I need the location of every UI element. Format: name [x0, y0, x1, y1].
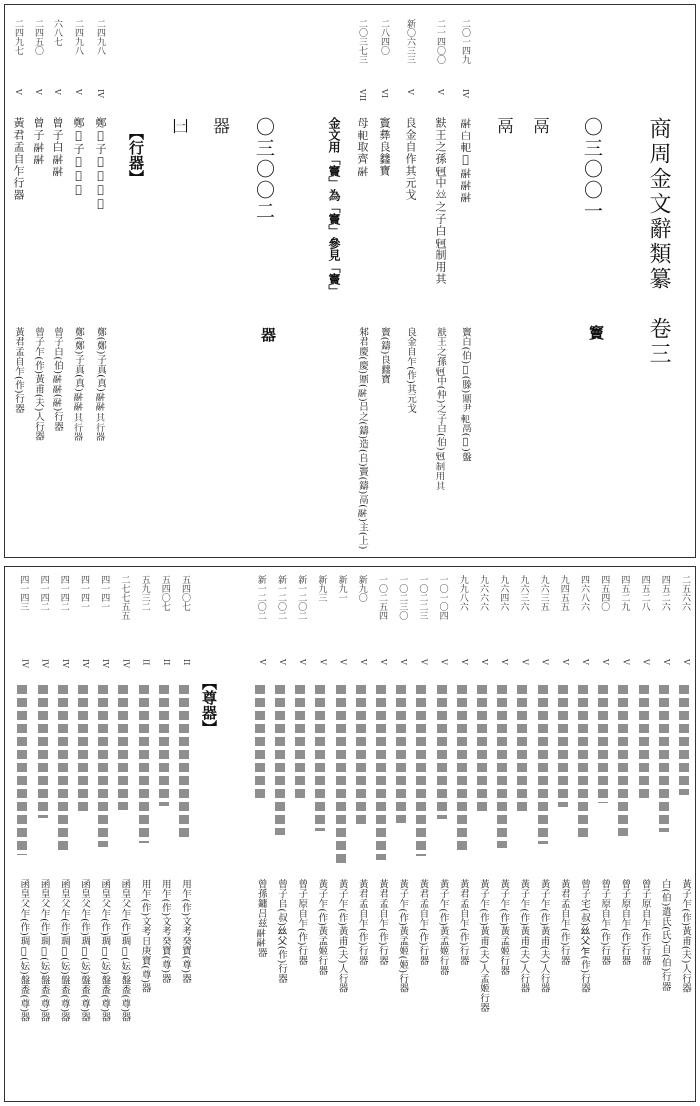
volume-numeral: V — [601, 659, 611, 665]
citation-number: 一〇一〇四 — [437, 575, 448, 620]
inscription-reading: 函皇父乍(作)琱𡚬(妘)盤盉(尊)器 — [99, 879, 111, 1023]
citation-number: 九六三六 — [518, 575, 529, 611]
entry-char: 竇 — [587, 325, 605, 340]
citation-number: 四一四一 — [79, 575, 89, 611]
inscription-transcript: 曾子白𩰫𩰫 — [51, 117, 64, 177]
citation-number: 二四九七 — [13, 19, 23, 55]
volume-numeral: IV — [461, 89, 470, 98]
inscription-glyph-strip — [578, 685, 588, 840]
volume-numeral: V — [480, 659, 489, 665]
inscription-glyph-strip — [659, 685, 669, 832]
volume-numeral: V — [399, 659, 409, 665]
inscription-transcript: 㝬王之孫𣄰中𢆶之子白𣄰制用其 — [434, 117, 447, 285]
inscription-reading: 曾子原自乍(作)行器 — [296, 879, 308, 966]
inscription-reading: 黃君孟自乍(作)行器 — [377, 879, 388, 966]
citation-number: 二四九八 — [95, 19, 105, 55]
inscription-glyph-strip — [336, 685, 346, 864]
citation-number: 四一四二 — [58, 575, 69, 611]
citation-number: 五九三二 — [139, 575, 150, 611]
citation-number: 四五二九 — [619, 575, 630, 611]
volume-numeral: IV — [101, 659, 111, 668]
inscription-transcript: 鄭𡧊子𤬪𩰫𩰫𩰫 — [94, 117, 107, 211]
volume-numeral: V — [53, 89, 62, 95]
inscription-glyph-strip — [98, 685, 108, 847]
inscription-reading: 曾子原自乍(作)行器 — [639, 879, 651, 966]
inscription-reading: 白(伯)遣氏(氏)自(伯)行器 — [659, 879, 671, 992]
volume-numeral: V — [540, 659, 550, 665]
inscription-reading: 竇白(伯)𨍺(滕)鼏尹𨊠鬲(𡴃)盤 — [460, 327, 471, 462]
inscription-reading: 曾子乍(作)黃甫(夫)人行器 — [33, 327, 44, 442]
inscription-glyph-strip — [38, 685, 48, 818]
volume-numeral: IV — [60, 659, 70, 668]
citation-number: 新九〇 — [356, 575, 367, 602]
volume-numeral: V — [459, 659, 469, 665]
inscription-reading: 函皇父乍(作)琱𡚬(妘)盤盉(尊)器 — [58, 879, 70, 1023]
inscription-reading: 黃子乍(作)黃甫(夫)人行器 — [680, 879, 691, 994]
citation-number: 四五四〇 — [599, 575, 610, 611]
inscription-reading: 黃君孟自乍(作)行器 — [558, 879, 570, 966]
inscription-reading: 曾子宅(叔)𢆶父乍(作)行器 — [579, 879, 590, 994]
inscription-reading: 良金自乍(作)其元戈 — [405, 327, 416, 414]
inscription-reading: 黃君孟自乍(作)行器 — [356, 879, 368, 966]
top-page — [4, 4, 696, 558]
inscription-reading: 函皇父乍(作)琱𡚬(妘)盤盉(尊)器 — [79, 879, 90, 1023]
inscription-glyph-strip — [517, 685, 527, 811]
inscription-transcript: 良金自作其元戈 — [404, 117, 417, 201]
inscription-glyph-strip — [17, 685, 27, 855]
volume-numeral: V — [34, 89, 43, 95]
volume-numeral: II — [141, 659, 151, 666]
inscription-glyph-strip — [315, 685, 325, 831]
inscription-glyph-strip — [538, 685, 548, 844]
citation-number: 二〇三七三 — [357, 19, 367, 64]
volume-numeral: V — [436, 89, 445, 95]
glyph-variant-b: 鬲 — [493, 117, 513, 138]
inscription-glyph-strip — [618, 685, 628, 836]
entry-number: 〇三〇〇一 — [581, 117, 603, 222]
citation-number: 一〇二二三 — [417, 575, 428, 620]
inscription-transcript: 母𨊠取齊𩰫 — [356, 117, 369, 177]
inscription-reading: 黃子乍(作)黃孟姬(姬)行器 — [397, 879, 409, 994]
inscription-reading: 曾孫鏞吕兹𩰫𩰫器 — [255, 879, 267, 958]
volume-numeral: V — [520, 659, 530, 665]
inscription-glyph-strip — [295, 685, 305, 798]
inscription-reading: 黃君孟自乍(作)行器 — [13, 327, 24, 414]
citation-number: 四一四一 — [99, 575, 110, 611]
volume-numeral: V — [318, 659, 328, 665]
volume-numeral: V — [500, 659, 510, 665]
volume-numeral: V — [419, 659, 429, 665]
entry-number-2: 〇三〇〇二 — [253, 117, 275, 222]
citation-number: 新一二〇二 — [255, 575, 266, 620]
inscription-glyph-strip — [139, 685, 149, 843]
citation-number: 九六三五 — [538, 575, 549, 611]
inscription-glyph-strip — [255, 685, 265, 802]
inscription-reading: 黃君孟自乍(作)行器 — [457, 879, 469, 966]
citation-number: 五四〇七 — [159, 575, 170, 611]
citation-number: 二四九八 — [73, 19, 83, 55]
inscription-glyph-strip — [159, 685, 169, 806]
citation-number: 二五六六 — [680, 575, 690, 611]
inscription-glyph-strip — [376, 685, 386, 860]
citation-number: 二八四〇 — [379, 19, 389, 55]
glyph-variant-d: 𠙵 — [169, 117, 189, 138]
section-heading-xingqi: 【行器】 — [127, 125, 145, 185]
citation-number: 新一二〇二 — [276, 575, 286, 620]
inscription-glyph-strip — [356, 685, 366, 827]
usage-note: 金文用「竇」為「竇」參見「竇」 — [327, 117, 341, 297]
inscription-reading: 竇(鑄)良𨰻寶 — [379, 327, 390, 385]
volume-numeral: V — [641, 659, 651, 665]
inscription-reading: 函皇父乍(作)琱𡚬(妘)盤盉(尊)器 — [119, 879, 131, 1023]
inscription-reading: 黃子乍(作)黃孟姬行器 — [316, 879, 328, 976]
inscription-reading: 鄭(鄭)子真(真)𩰫𩰫其行器 — [95, 327, 106, 442]
volume-numeral: IV — [81, 659, 90, 668]
volume-numeral: V — [406, 89, 415, 95]
inscription-reading: 黃子乍(作)黃孟姬行器 — [437, 879, 449, 976]
citation-number: 新〇六三三 — [405, 19, 415, 64]
inscription-reading: 用乍(作)文考癸寶(尊)器 — [180, 879, 191, 984]
citation-number: 五四〇七 — [180, 575, 190, 611]
citation-number: 四五二八 — [639, 575, 650, 611]
inscription-reading: 鄭(鄭)子真(真)𩰫𩰫其行器 — [73, 327, 84, 442]
volume-numeral: V — [358, 659, 368, 665]
usage-note-extra: 邾君慶(慶)鼏(𩰫)吕之(鑄)造(𠂤)竇(鑄)鬲(𩰫)主(上) — [357, 327, 368, 550]
inscription-reading: 用乍(作)文考癸寶(尊)器 — [159, 879, 171, 984]
citation-number: 新一二〇二 — [296, 575, 307, 620]
bottom-page — [4, 566, 696, 1102]
citation-number: 二一四〇〇 — [435, 19, 445, 64]
citation-number: 一〇二三〇 — [397, 575, 408, 620]
citation-number: 九六六六 — [478, 575, 488, 611]
volume-numeral: II — [182, 659, 191, 666]
inscription-reading: 黃君孟自乍(作)行器 — [417, 879, 429, 966]
inscription-reading: 黃子乍(作)黃甫(夫)人孟姬行器 — [478, 879, 489, 1013]
volume-numeral: VI — [380, 89, 389, 98]
volume-numeral: V — [621, 659, 631, 665]
volume-numeral: V — [14, 89, 23, 95]
volume-numeral: IV — [20, 659, 30, 668]
citation-number: 九四五五 — [558, 575, 569, 611]
inscription-reading: 㝬王之孫𣄰中(仲)之子白(伯)𣄰制用其 — [435, 327, 446, 491]
inscription-reading: 黃子乍(作)黃甫(夫)人行器 — [336, 879, 348, 994]
volume-numeral: V — [379, 659, 388, 665]
citation-number: 新九一 — [336, 575, 347, 602]
inscription-transcript: 𩰫白𨊠𨍺𩰫𩰫𩰫 — [459, 117, 472, 203]
inscription-reading: 黃子乍(作)黃甫(夫)人行器 — [518, 879, 530, 994]
inscription-glyph-strip — [598, 685, 608, 803]
volume-numeral: V — [682, 659, 691, 665]
citation-number: 九九八六 — [457, 575, 468, 611]
volume-numeral: V — [581, 659, 590, 665]
citation-number: 二〇一四九 — [460, 19, 470, 64]
inscription-transcript: 鄭𡧊子𤬪𩰫𩰫 — [72, 117, 85, 197]
inscription-glyph-strip — [497, 685, 507, 848]
book-title: 商周金文辭類纂 卷三 — [646, 117, 671, 367]
citation-number: 四五二六 — [659, 575, 670, 611]
inscription-glyph-strip — [118, 685, 128, 810]
volume-numeral: V — [661, 659, 671, 665]
section-heading-zunqi: 【尊器】 — [200, 675, 218, 735]
citation-number: 四一四三 — [18, 575, 29, 611]
citation-number: 一〇二五四 — [377, 575, 387, 620]
inscription-glyph-strip — [275, 685, 285, 835]
volume-numeral: II — [161, 659, 171, 666]
inscription-transcript: 竇彝良𨰻寶 — [378, 117, 391, 177]
volume-numeral: IV — [121, 659, 131, 668]
glyph-variant-a: 鬲 — [529, 117, 549, 138]
inscription-glyph-strip — [679, 685, 689, 795]
citation-number: 新九三 — [316, 575, 327, 602]
inscription-reading: 曾子原自乍(作)行器 — [599, 879, 611, 966]
inscription-reading: 用乍(作)文考日庚寶(尊)器 — [139, 879, 151, 994]
citation-number: 四六八六 — [579, 575, 589, 611]
inscription-reading: 曾子𠂤(叔)𢆶父(作)行器 — [276, 879, 287, 984]
inscription-glyph-strip — [437, 685, 447, 819]
inscription-reading: 黃子乍(作)黃甫(夫)人行器 — [538, 879, 550, 994]
volume-numeral: V — [278, 659, 287, 665]
inscription-glyph-strip — [396, 685, 406, 823]
volume-numeral: VII — [358, 89, 367, 102]
inscription-reading: 函皇父乍(作)琱𡚬(妘)盤盉(尊)器 — [38, 879, 50, 1023]
inscription-glyph-strip — [457, 685, 467, 852]
volume-numeral: V — [298, 659, 308, 665]
citation-number: 九六四六 — [498, 575, 509, 611]
volume-numeral: V — [74, 89, 83, 95]
volume-numeral: V — [257, 659, 267, 665]
inscription-reading: 曾子原自乍(作)行器 — [619, 879, 631, 966]
inscription-reading: 黃子乍(作)黃孟姬行器 — [498, 879, 510, 976]
inscription-glyph-strip — [416, 685, 426, 856]
volume-numeral: V — [439, 659, 449, 665]
inscription-glyph-strip — [58, 685, 68, 851]
volume-numeral: IV — [96, 89, 105, 98]
volume-numeral: IV — [40, 659, 50, 668]
inscription-glyph-strip — [558, 685, 568, 807]
inscription-reading: 函皇父乍(作)琱𡚬(妘)盤盉(尊)器 — [18, 879, 30, 1023]
inscription-transcript: 黃君孟自乍行器 — [12, 117, 25, 201]
glyph-variant-c: 器 — [209, 117, 229, 138]
volume-numeral: V — [560, 659, 570, 665]
inscription-reading: 曾子白(伯)𩰫𩰫(𩰫)行器 — [52, 327, 63, 432]
volume-numeral: V — [338, 659, 348, 665]
citation-number: 二七七五五 — [119, 575, 130, 620]
inscription-transcript: 曾子𩰫𩰫 — [32, 117, 45, 165]
entry-char-2: 器 — [259, 327, 277, 342]
citation-number: 四一四二 — [38, 575, 49, 611]
inscription-glyph-strip — [179, 685, 189, 839]
inscription-glyph-strip — [78, 685, 88, 814]
inscription-glyph-strip — [639, 685, 649, 799]
citation-number: 六八七 — [52, 19, 62, 46]
inscription-glyph-strip — [477, 685, 487, 815]
citation-number: 二四五〇 — [33, 19, 43, 55]
